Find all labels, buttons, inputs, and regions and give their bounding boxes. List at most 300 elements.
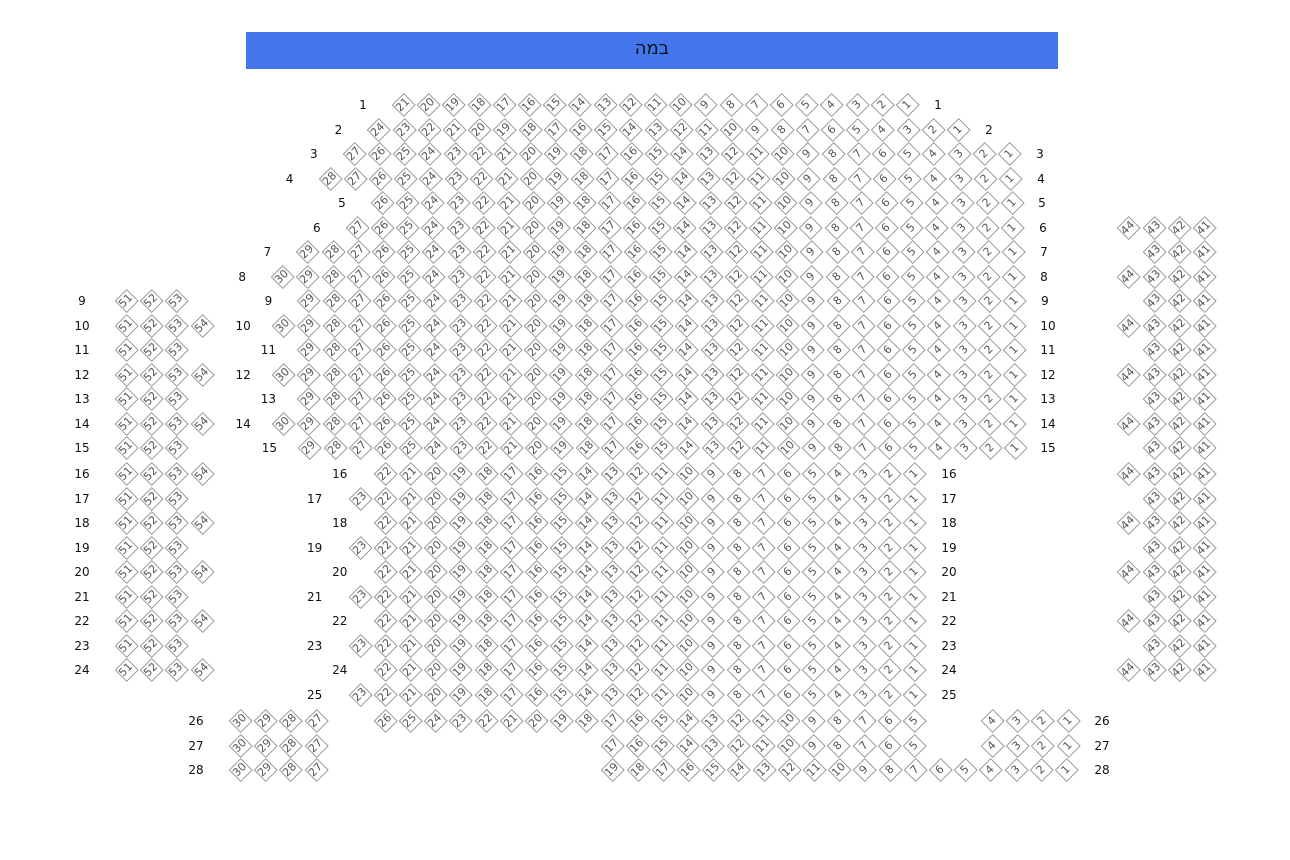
seat[interactable]: 43 [1138, 310, 1169, 341]
seat[interactable]: 6 [772, 630, 803, 661]
seat[interactable]: 15 [646, 285, 677, 316]
seat[interactable]: 26 [368, 359, 399, 390]
seat[interactable]: 42 [1163, 285, 1194, 316]
seat[interactable]: 20 [521, 432, 552, 463]
seat[interactable]: 3 [848, 605, 879, 636]
seat[interactable]: 52 [136, 654, 167, 685]
seat[interactable]: 8 [823, 705, 854, 736]
seat[interactable]: 15 [645, 261, 676, 292]
seat[interactable]: 9 [797, 334, 828, 365]
seat[interactable]: 42 [1163, 483, 1194, 514]
seat[interactable]: 42 [1163, 605, 1194, 636]
seat[interactable]: 19 [545, 359, 576, 390]
seat[interactable]: 52 [136, 532, 167, 563]
seat[interactable]: 54 [186, 654, 217, 685]
seat[interactable]: 14 [672, 730, 703, 761]
seat[interactable]: 26 [364, 163, 395, 194]
seat[interactable]: 21 [494, 334, 525, 365]
seat[interactable]: 4 [923, 310, 954, 341]
seat[interactable]: 11 [742, 163, 773, 194]
seat[interactable]: 13 [596, 679, 627, 710]
seat[interactable]: 18 [470, 581, 501, 612]
seat[interactable]: 21 [394, 458, 425, 489]
seat[interactable]: 7 [843, 163, 874, 194]
seat[interactable]: 9 [697, 483, 728, 514]
seat[interactable]: 7 [747, 483, 778, 514]
seat[interactable]: 14 [671, 359, 702, 390]
seat[interactable]: 11 [646, 605, 677, 636]
seat[interactable]: 17 [495, 605, 526, 636]
seat[interactable]: 17 [595, 310, 626, 341]
seat[interactable]: 12 [721, 408, 752, 439]
seat[interactable]: 12 [721, 310, 752, 341]
seat[interactable]: 7 [747, 630, 778, 661]
seat[interactable]: 13 [596, 556, 627, 587]
seat[interactable]: 23 [442, 212, 473, 243]
seat[interactable]: 53 [161, 556, 192, 587]
seat[interactable]: 1 [998, 408, 1029, 439]
seat[interactable]: 6 [872, 383, 903, 414]
seat[interactable]: 17 [596, 432, 627, 463]
seat[interactable]: 22 [470, 705, 501, 736]
seat[interactable]: 6 [867, 138, 898, 169]
seat[interactable]: 21 [494, 383, 525, 414]
seat[interactable]: 1 [1050, 754, 1081, 785]
seat[interactable]: 54 [186, 556, 217, 587]
seat[interactable]: 14 [723, 754, 754, 785]
seat[interactable]: 20 [420, 679, 451, 710]
seat[interactable]: 8 [822, 383, 853, 414]
seat[interactable]: 6 [873, 432, 904, 463]
seat[interactable]: 42 [1163, 507, 1194, 538]
seat[interactable]: 15 [546, 630, 577, 661]
seat[interactable]: 53 [161, 408, 192, 439]
seat[interactable]: 51 [110, 630, 141, 661]
seat[interactable]: 5 [798, 581, 829, 612]
seat[interactable]: 15 [546, 483, 577, 514]
seat[interactable]: 9 [797, 359, 828, 390]
seat[interactable]: 7 [848, 705, 879, 736]
seat[interactable]: 26 [366, 212, 397, 243]
seat[interactable]: 25 [389, 138, 420, 169]
seat[interactable]: 17 [595, 383, 626, 414]
seat[interactable]: 8 [822, 310, 853, 341]
seat[interactable]: 15 [546, 654, 577, 685]
seat[interactable]: 3 [848, 679, 879, 710]
seat[interactable]: 25 [390, 163, 421, 194]
seat[interactable]: 5 [898, 285, 929, 316]
seat[interactable]: 29 [293, 408, 324, 439]
seat[interactable]: 20 [420, 556, 451, 587]
seat[interactable]: 18 [514, 114, 545, 145]
seat[interactable]: 6 [772, 507, 803, 538]
seat[interactable]: 4 [975, 754, 1006, 785]
seat[interactable]: 41 [1188, 359, 1219, 390]
seat[interactable]: 17 [495, 630, 526, 661]
seat[interactable]: 15 [642, 163, 673, 194]
seat[interactable]: 20 [520, 310, 551, 341]
seat[interactable]: 6 [772, 654, 803, 685]
seat[interactable]: 27 [343, 359, 374, 390]
seat[interactable]: 16 [564, 114, 595, 145]
seat[interactable]: 16 [620, 285, 651, 316]
seat[interactable]: 44 [1113, 654, 1144, 685]
seat[interactable]: 6 [924, 754, 955, 785]
seat[interactable]: 26 [368, 334, 399, 365]
seat[interactable]: 11 [646, 654, 677, 685]
seat[interactable]: 15 [646, 705, 677, 736]
seat[interactable]: 1 [997, 261, 1028, 292]
seat[interactable]: 2 [973, 285, 1004, 316]
seat[interactable]: 17 [495, 507, 526, 538]
seat[interactable]: 13 [695, 236, 726, 267]
seat[interactable]: 10 [672, 679, 703, 710]
seat[interactable]: 29 [293, 334, 324, 365]
seat[interactable]: 15 [546, 605, 577, 636]
seat[interactable]: 41 [1188, 432, 1219, 463]
seat[interactable]: 21 [394, 630, 425, 661]
seat[interactable]: 12 [717, 163, 748, 194]
seat[interactable]: 4 [923, 383, 954, 414]
seat[interactable]: 21 [493, 236, 524, 267]
seat[interactable]: 10 [672, 630, 703, 661]
seat[interactable]: 22 [369, 532, 400, 563]
seat[interactable]: 29 [293, 285, 324, 316]
seat[interactable]: 11 [646, 507, 677, 538]
seat[interactable]: 18 [569, 236, 600, 267]
seat[interactable]: 16 [520, 507, 551, 538]
seat[interactable]: 10 [772, 334, 803, 365]
seat[interactable]: 7 [845, 212, 876, 243]
seat[interactable]: 8 [722, 458, 753, 489]
seat[interactable]: 42 [1163, 458, 1194, 489]
seat[interactable]: 13 [696, 285, 727, 316]
seat[interactable]: 22 [467, 187, 498, 218]
seat[interactable]: 15 [645, 236, 676, 267]
seat[interactable]: 5 [893, 138, 924, 169]
seat[interactable]: 20 [420, 654, 451, 685]
seat[interactable]: 3 [948, 334, 979, 365]
seat[interactable]: 8 [823, 432, 854, 463]
seat[interactable]: 10 [772, 359, 803, 390]
seat[interactable]: 13 [694, 212, 725, 243]
seat[interactable]: 18 [570, 334, 601, 365]
seat[interactable]: 24 [419, 408, 450, 439]
seat[interactable]: 3 [946, 212, 977, 243]
seat[interactable]: 22 [369, 556, 400, 587]
seat[interactable]: 52 [136, 556, 167, 587]
seat[interactable]: 27 [339, 163, 370, 194]
seat[interactable]: 12 [621, 581, 652, 612]
seat[interactable]: 51 [110, 483, 141, 514]
seat[interactable]: 41 [1188, 261, 1219, 292]
seat[interactable]: 23 [443, 261, 474, 292]
seat[interactable]: 24 [420, 432, 451, 463]
seat[interactable]: 18 [470, 654, 501, 685]
seat[interactable]: 1 [898, 630, 929, 661]
seat[interactable]: 15 [546, 581, 577, 612]
seat[interactable]: 11 [746, 285, 777, 316]
seat[interactable]: 10 [716, 114, 747, 145]
seat[interactable]: 13 [596, 630, 627, 661]
seat[interactable]: 10 [672, 556, 703, 587]
seat[interactable]: 25 [394, 383, 425, 414]
seat[interactable]: 5 [798, 679, 829, 710]
seat[interactable]: 23 [445, 705, 476, 736]
seat[interactable]: 12 [720, 236, 751, 267]
seat[interactable]: 20 [420, 630, 451, 661]
seat[interactable]: 2 [974, 432, 1005, 463]
seat[interactable]: 1 [998, 285, 1029, 316]
seat[interactable]: 3 [948, 383, 979, 414]
seat[interactable]: 21 [494, 359, 525, 390]
seat[interactable]: 27 [343, 310, 374, 341]
seat[interactable]: 16 [520, 605, 551, 636]
seat[interactable]: 12 [621, 556, 652, 587]
seat[interactable]: 14 [571, 679, 602, 710]
seat[interactable]: 15 [546, 458, 577, 489]
seat[interactable]: 19 [445, 581, 476, 612]
seat[interactable]: 8 [722, 679, 753, 710]
seat[interactable]: 14 [571, 532, 602, 563]
seat[interactable]: 18 [568, 187, 599, 218]
seat[interactable]: 11 [746, 334, 777, 365]
seat[interactable]: 2 [917, 114, 948, 145]
seat[interactable]: 8 [722, 483, 753, 514]
seat[interactable]: 17 [488, 89, 519, 120]
seat[interactable]: 25 [394, 408, 425, 439]
seat[interactable]: 1 [942, 114, 973, 145]
seat[interactable]: 21 [494, 408, 525, 439]
seat[interactable]: 24 [417, 187, 448, 218]
seat[interactable]: 12 [722, 705, 753, 736]
seat[interactable]: 9 [697, 630, 728, 661]
seat[interactable]: 28 [318, 334, 349, 365]
seat[interactable]: 23 [344, 483, 375, 514]
seat[interactable]: 4 [823, 581, 854, 612]
seat[interactable]: 10 [767, 138, 798, 169]
seat[interactable]: 25 [395, 432, 426, 463]
seat[interactable]: 2 [873, 630, 904, 661]
seat[interactable]: 2 [873, 581, 904, 612]
seat[interactable]: 28 [275, 754, 306, 785]
seat[interactable]: 7 [747, 605, 778, 636]
seat[interactable]: 19 [445, 507, 476, 538]
seat[interactable]: 28 [317, 261, 348, 292]
seat[interactable]: 18 [571, 705, 602, 736]
seat[interactable]: 6 [772, 679, 803, 710]
seat[interactable]: 20 [520, 705, 551, 736]
seat[interactable]: 24 [415, 163, 446, 194]
seat[interactable]: 29 [292, 261, 323, 292]
seat[interactable]: 11 [798, 754, 829, 785]
seat[interactable]: 8 [818, 163, 849, 194]
seat[interactable]: 23 [344, 532, 375, 563]
seat[interactable]: 29 [250, 705, 281, 736]
seat[interactable]: 12 [720, 261, 751, 292]
seat[interactable]: 25 [394, 285, 425, 316]
seat[interactable]: 20 [520, 285, 551, 316]
seat[interactable]: 13 [596, 654, 627, 685]
seat[interactable]: 20 [520, 359, 551, 390]
seat[interactable]: 5 [896, 187, 927, 218]
seat[interactable]: 41 [1188, 605, 1219, 636]
seat[interactable]: 7 [847, 285, 878, 316]
seat[interactable]: 3 [1000, 754, 1031, 785]
seat[interactable]: 6 [765, 89, 796, 120]
seat[interactable]: 15 [646, 310, 677, 341]
seat[interactable]: 27 [344, 432, 375, 463]
seat[interactable]: 41 [1188, 630, 1219, 661]
seat[interactable]: 25 [394, 334, 425, 365]
seat[interactable]: 22 [369, 458, 400, 489]
seat[interactable]: 6 [872, 334, 903, 365]
seat[interactable]: 30 [224, 705, 255, 736]
seat[interactable]: 51 [110, 507, 141, 538]
seat[interactable]: 10 [665, 89, 696, 120]
seat[interactable]: 52 [136, 310, 167, 341]
seat[interactable]: 54 [186, 458, 217, 489]
seat[interactable]: 10 [770, 187, 801, 218]
seat[interactable]: 17 [596, 705, 627, 736]
seat[interactable]: 53 [161, 630, 192, 661]
seat[interactable]: 20 [464, 114, 495, 145]
seat[interactable]: 18 [569, 261, 600, 292]
seat[interactable]: 21 [394, 679, 425, 710]
seat[interactable]: 21 [394, 532, 425, 563]
seat[interactable]: 44 [1113, 359, 1144, 390]
seat[interactable]: 20 [518, 187, 549, 218]
seat[interactable]: 53 [161, 383, 192, 414]
seat[interactable]: 28 [317, 236, 348, 267]
seat[interactable]: 52 [136, 605, 167, 636]
seat[interactable]: 21 [394, 654, 425, 685]
seat[interactable]: 20 [420, 507, 451, 538]
seat[interactable]: 11 [747, 730, 778, 761]
seat[interactable]: 16 [520, 654, 551, 685]
seat[interactable]: 43 [1138, 556, 1169, 587]
seat[interactable]: 13 [696, 310, 727, 341]
seat[interactable]: 6 [870, 212, 901, 243]
seat[interactable]: 18 [570, 310, 601, 341]
seat[interactable]: 13 [696, 334, 727, 365]
seat[interactable]: 7 [842, 138, 873, 169]
seat[interactable]: 14 [564, 89, 595, 120]
seat[interactable]: 16 [620, 310, 651, 341]
seat[interactable]: 14 [671, 285, 702, 316]
seat[interactable]: 23 [444, 310, 475, 341]
seat[interactable]: 43 [1138, 630, 1169, 661]
seat[interactable]: 23 [344, 679, 375, 710]
seat[interactable]: 19 [445, 630, 476, 661]
seat[interactable]: 1 [898, 654, 929, 685]
seat[interactable]: 6 [872, 285, 903, 316]
seat[interactable]: 53 [161, 605, 192, 636]
seat[interactable]: 26 [363, 138, 394, 169]
seat[interactable]: 14 [670, 236, 701, 267]
seat[interactable]: 15 [590, 114, 621, 145]
seat[interactable]: 22 [469, 285, 500, 316]
seat[interactable]: 4 [823, 630, 854, 661]
seat[interactable]: 51 [110, 458, 141, 489]
seat[interactable]: 9 [697, 581, 728, 612]
seat[interactable]: 17 [596, 730, 627, 761]
seat[interactable]: 51 [110, 285, 141, 316]
seat[interactable]: 1 [898, 458, 929, 489]
seat[interactable]: 53 [161, 654, 192, 685]
seat[interactable]: 53 [161, 507, 192, 538]
seat[interactable]: 6 [772, 556, 803, 587]
seat[interactable]: 1 [898, 507, 929, 538]
seat[interactable]: 9 [793, 163, 824, 194]
seat[interactable]: 10 [771, 236, 802, 267]
seat[interactable]: 24 [417, 212, 448, 243]
seat[interactable]: 6 [868, 163, 899, 194]
seat[interactable]: 42 [1163, 581, 1194, 612]
seat[interactable]: 6 [871, 236, 902, 267]
seat[interactable]: 18 [470, 556, 501, 587]
seat[interactable]: 5 [898, 334, 929, 365]
seat[interactable]: 2 [973, 359, 1004, 390]
seat[interactable]: 17 [595, 285, 626, 316]
seat[interactable]: 13 [697, 730, 728, 761]
seat[interactable]: 6 [872, 310, 903, 341]
seat[interactable]: 23 [439, 138, 470, 169]
seat[interactable]: 54 [186, 605, 217, 636]
seat[interactable]: 23 [442, 187, 473, 218]
seat[interactable]: 9 [798, 432, 829, 463]
seat[interactable]: 8 [766, 114, 797, 145]
seat[interactable]: 12 [716, 138, 747, 169]
seat[interactable]: 42 [1163, 556, 1194, 587]
seat[interactable]: 11 [746, 383, 777, 414]
seat[interactable]: 5 [798, 654, 829, 685]
seat[interactable]: 9 [741, 114, 772, 145]
seat[interactable]: 51 [110, 310, 141, 341]
seat[interactable]: 18 [566, 163, 597, 194]
seat[interactable]: 22 [369, 679, 400, 710]
seat[interactable]: 16 [520, 458, 551, 489]
seat[interactable]: 8 [820, 212, 851, 243]
seat[interactable]: 4 [922, 236, 953, 267]
seat[interactable]: 18 [470, 679, 501, 710]
seat[interactable]: 4 [823, 458, 854, 489]
seat[interactable]: 17 [495, 654, 526, 685]
seat[interactable]: 22 [469, 408, 500, 439]
seat[interactable]: 22 [413, 114, 444, 145]
seat[interactable]: 14 [571, 605, 602, 636]
seat[interactable]: 16 [620, 334, 651, 365]
seat[interactable]: 9 [792, 138, 823, 169]
seat[interactable]: 54 [186, 310, 217, 341]
seat[interactable]: 3 [944, 163, 975, 194]
seat[interactable]: 52 [136, 630, 167, 661]
seat[interactable]: 10 [672, 483, 703, 514]
seat[interactable]: 13 [596, 507, 627, 538]
seat[interactable]: 27 [343, 334, 374, 365]
seat[interactable]: 3 [1002, 730, 1033, 761]
seat[interactable]: 11 [646, 679, 677, 710]
seat[interactable]: 19 [445, 532, 476, 563]
seat[interactable]: 10 [672, 654, 703, 685]
seat[interactable]: 22 [369, 581, 400, 612]
seat[interactable]: 8 [817, 138, 848, 169]
seat[interactable]: 8 [722, 532, 753, 563]
seat[interactable]: 7 [848, 432, 879, 463]
seat[interactable]: 19 [543, 187, 574, 218]
seat[interactable]: 20 [520, 383, 551, 414]
seat[interactable]: 44 [1113, 507, 1144, 538]
